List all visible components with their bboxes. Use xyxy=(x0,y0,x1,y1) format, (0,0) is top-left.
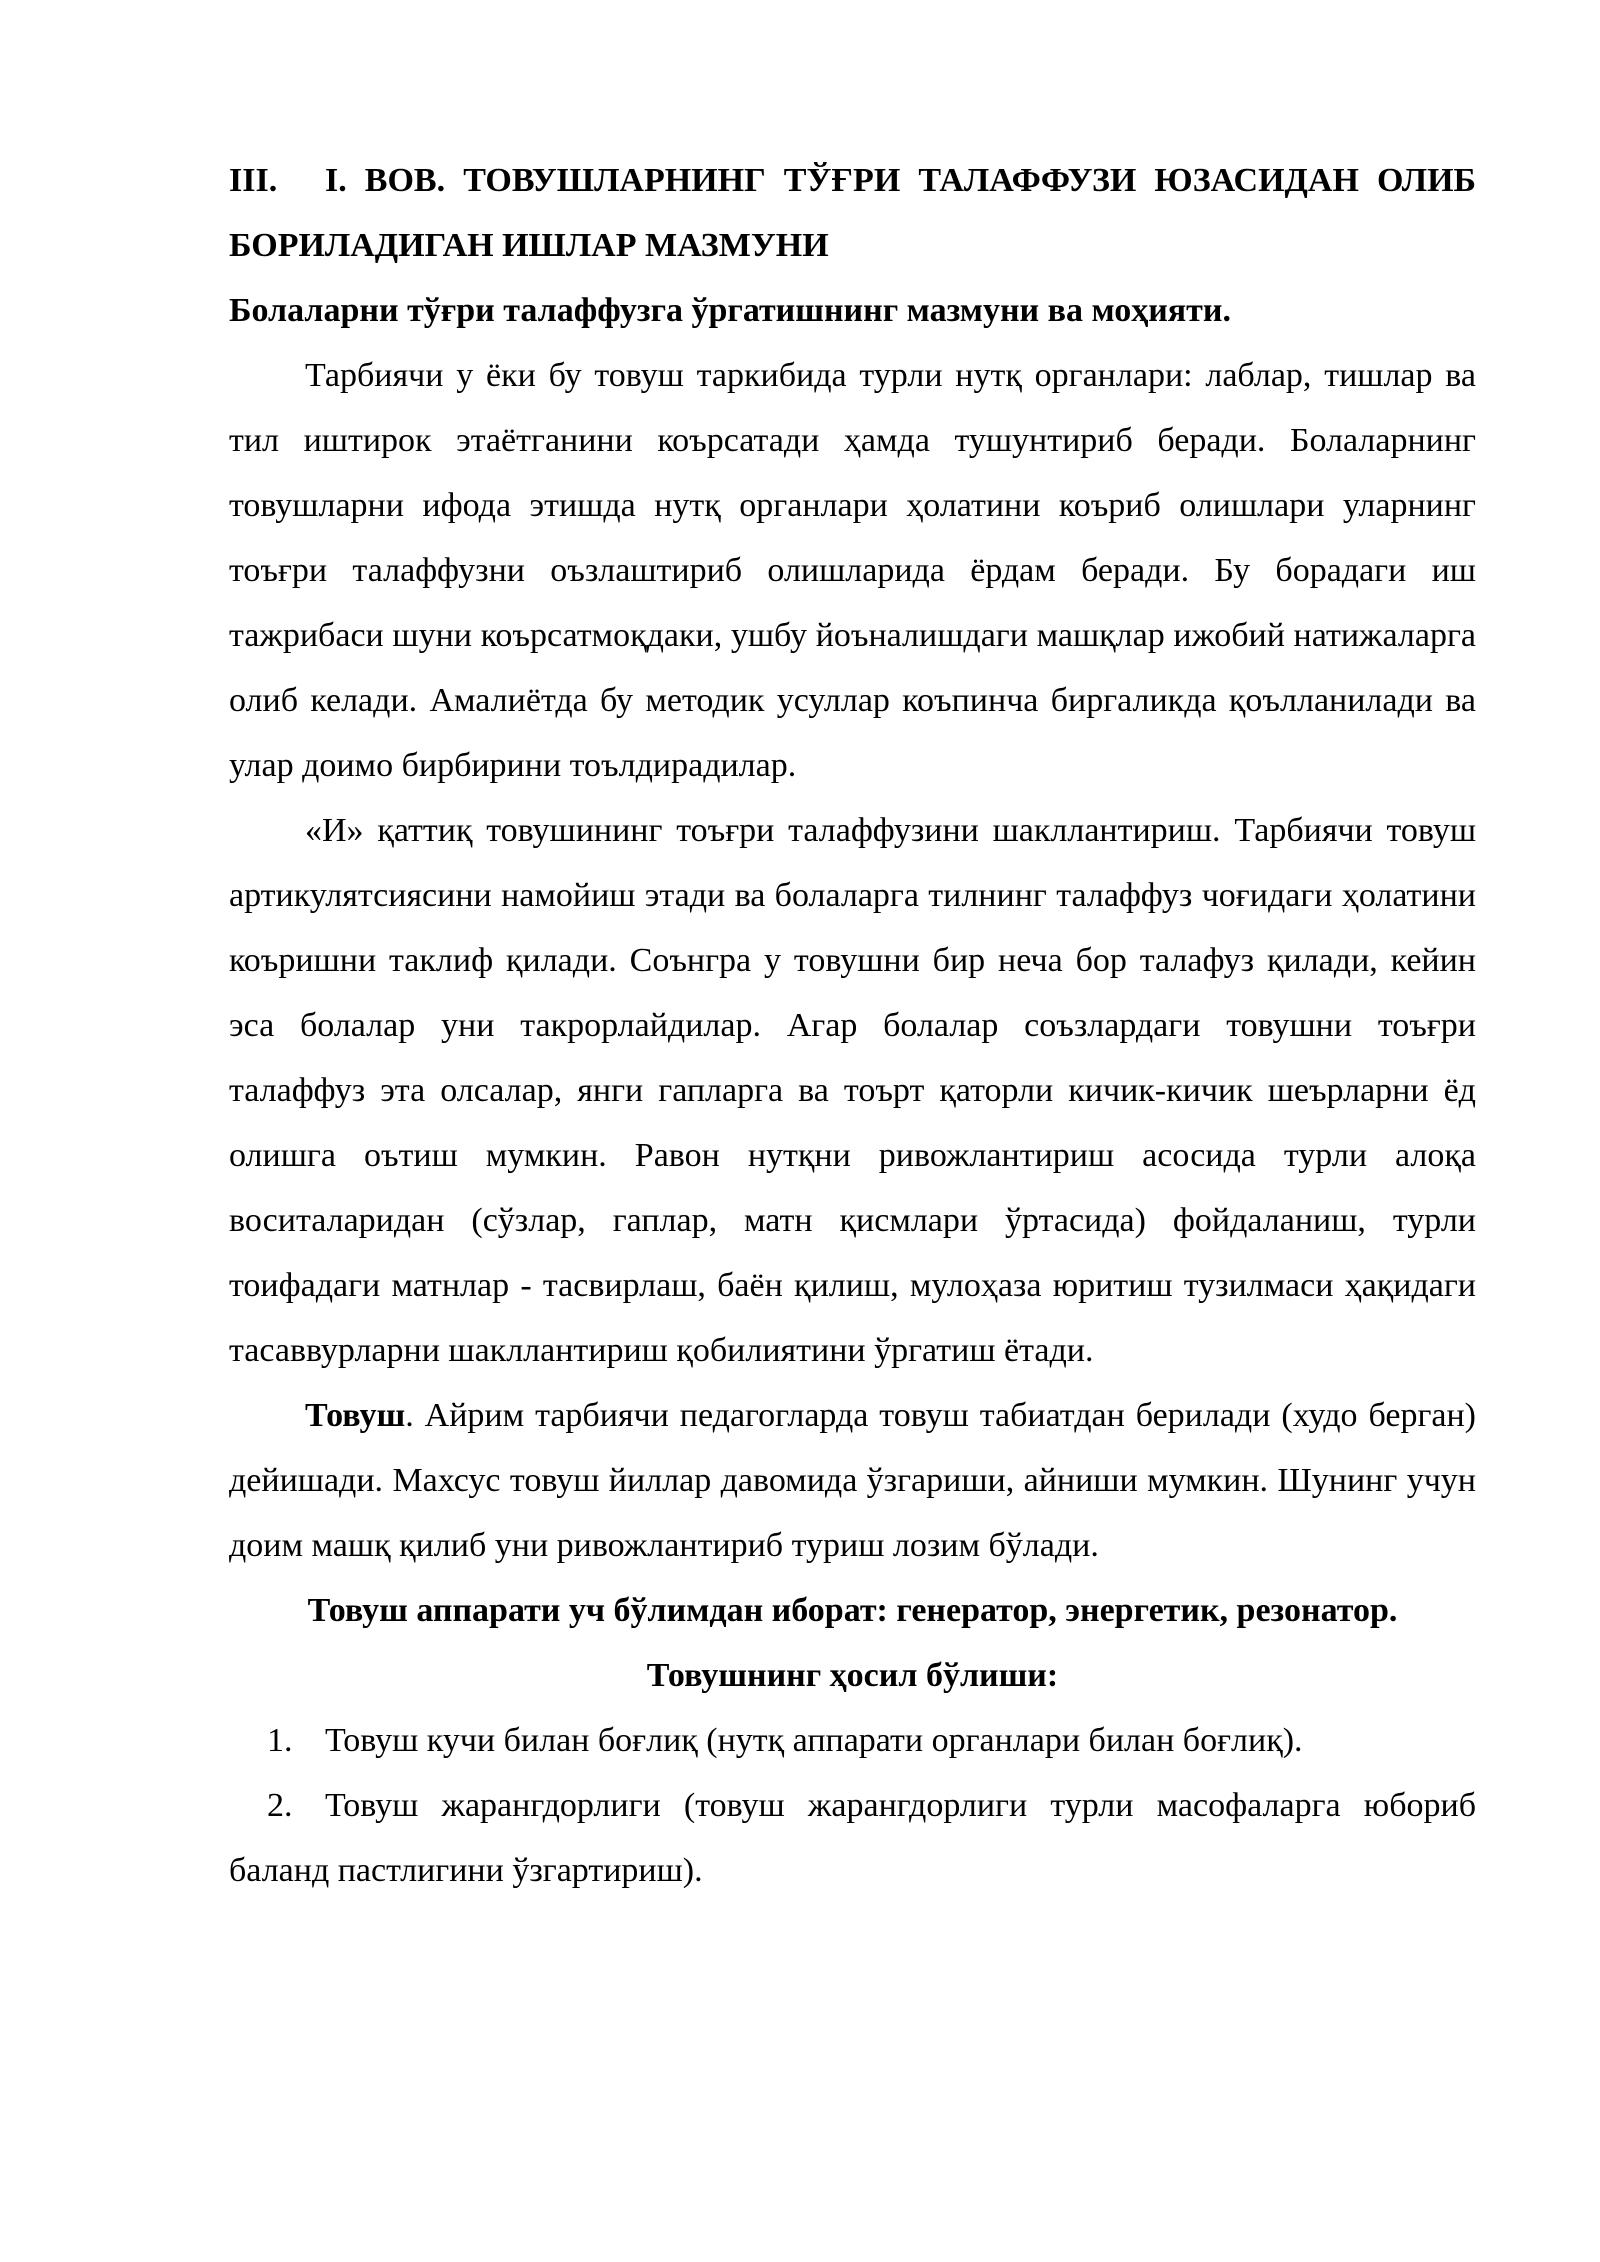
chapter-number: III. xyxy=(229,162,278,199)
chapter-title: I. ВОВ. ТОВУШЛАРНИНГ ТЎҒРИ ТАЛАФФУЗИ ЮЗАСИДАН ОЛИБ БОРИЛАДИГАН ИШЛАР МАЗМУНИ xyxy=(229,162,1476,264)
term-tovush: Товуш xyxy=(305,1397,406,1434)
paragraph-tovush xyxy=(229,1383,1476,1578)
list-item-text: Товуш кучи билан боғлиқ (нутқ аппарати органлари билан боғлиқ). xyxy=(325,1722,1303,1759)
list-item xyxy=(229,1773,1476,1903)
list-item-number: 2. xyxy=(267,1787,293,1824)
numbered-list xyxy=(229,1708,1476,1903)
section-subheading: Болаларни тўғри талаффузга ўргатишнинг мазмуни ва моҳияти. xyxy=(229,292,1231,329)
paragraph-tovush-text: . Айрим тарбиячи педагогларда товуш табиатдан берилади (худо берган) дейишади. Махсус товуш йиллар давомида ўзгариши, айниши мумкин. Шунинг учун доим машқ қилиб уни ривожлантириб туриш лозим бўлади. xyxy=(229,1397,1476,1564)
document-page xyxy=(229,148,1476,1903)
list-item-number: 1. xyxy=(267,1722,293,1759)
chapter-heading xyxy=(229,148,1476,278)
apparatus-statement: Товуш аппарати уч бўлимдан иборат: генератор, энергетик, резонатор. xyxy=(307,1592,1398,1629)
list-item-text: Товуш жарангдорлиги (товуш жарангдорлиги турли масофаларга юбориб баланд пастлигини ўзгартириш). xyxy=(229,1787,1476,1889)
paragraph-1: Тарбиячи у ёки бу товуш таркибида турли нутқ органлари: лаблар, тишлар ва тил иштирок этаётганини коърсатади ҳамда тушунтириб беради. Болаларнинг товушларни ифода этишда нутқ органлари ҳолатини коъриб олишлари уларнинг тоъғри талаффузни оъзлаштириб олишларида ёрдам беради. Бу борадаги иш тажрибаси шуни коърсатмоқдаки, ушбу йоъналишдаги машқлар ижобий натижаларга олиб келади. Амалиётда бу методик усуллар коъпинча биргаликда қоълланилади ва улар доимо бирбирини тоълдирадилар. xyxy=(229,357,1476,784)
paragraph-2: «И» қаттиқ товушининг тоъғри талаффузини шакллантириш. Тарбиячи товуш артикулятсиясини намойиш этади ва болаларга тилнинг талаффуз чоғидаги ҳолатини коъришни таклиф қилади. Соънгра у товушни бир неча бор талафуз қилади, кейин эса болалар уни такрорлайдилар. Агар болалар соъзлардаги товушни тоъғри талаффуз эта олсалар, янги гапларга ва тоърт қаторли кичик-кичик шеърларни ёд олишга оътиш мумкин. Равон нутқни ривожлантириш асосида турли алоқа воситаларидан (сўзлар, гаплар, матн қисмлари ўртасида) фойдаланиш, турли тоифадаги матнлар - тасвирлаш, баён қилиш, мулоҳаза юритиш тузилмаси ҳақидаги тасаввурларни шакллантириш қобилиятини ўргатиш ётади. xyxy=(229,812,1476,1369)
formation-heading: Товушнинг ҳосил бўлиши: xyxy=(646,1657,1059,1694)
list-item xyxy=(229,1708,1476,1773)
